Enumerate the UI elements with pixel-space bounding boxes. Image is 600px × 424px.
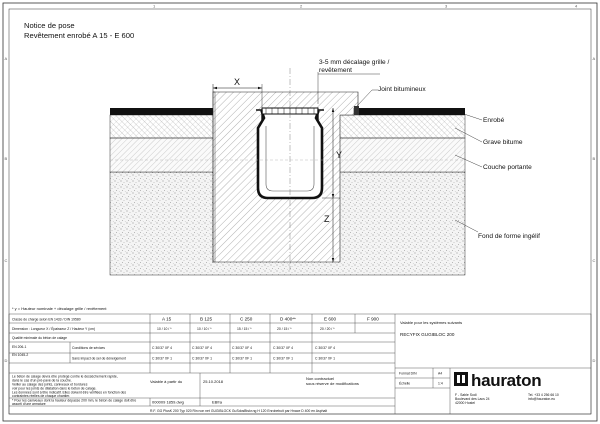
format-label: Format DIN <box>399 371 417 376</box>
nosalt-a15: C 30/37 XF 1 <box>152 356 172 361</box>
nosalt-b125: C 30/37 XF 1 <box>192 356 212 361</box>
class-f900: F 900 <box>367 316 379 322</box>
dim-z-label: Z <box>324 214 330 224</box>
cond-d400: C 30/37 XF 4 <box>273 346 293 350</box>
drawn-by: EBfra <box>212 399 223 405</box>
frame-mark-right-c: C <box>592 258 596 263</box>
class-c250: C 250 <box>240 316 253 322</box>
nosalt-d400: C 30/37 XF 1 <box>273 356 293 361</box>
norm-en206: EN 206-1 <box>12 345 27 349</box>
product-description: R.F. GG PlusK 200 Typ 020 Rin non net GUGIBLOCK GuSdosBtskr.ng H 120 Enrobebuit par Hnace D 400 en Asphalt <box>150 409 328 413</box>
scale-label: Échelle <box>399 381 411 386</box>
note-line-6: contraintes réelles de chaque chantier. <box>12 394 71 398</box>
class-a15: A 15 <box>162 316 172 322</box>
cond-e600: C 30/37 XF 4 <box>315 346 335 350</box>
reference-note-2: assorti d'une armature <box>12 402 46 406</box>
title-line-2: Revêtement enrobé A 15 - E 600 <box>24 31 135 40</box>
frame-mark-top-1: 1 <box>153 3 156 9</box>
drawing-number: 000009 1859.dwg <box>152 399 184 405</box>
label-fond-de-forme: Fond de forme ingélif <box>478 233 540 240</box>
valid-from-label: Valable à partir du <box>150 379 183 384</box>
frame-mark-left-a: A <box>4 56 8 61</box>
cond-c250: C 30/37 XF 4 <box>232 346 252 350</box>
frame-mark-left-d: D <box>4 358 8 363</box>
product-name: RECYFIX GUGIBLOC 200 <box>400 332 455 337</box>
title-line-1: Notice de pose <box>24 21 75 30</box>
row-concrete-label: Qualité minimale du béton de calage <box>12 336 68 340</box>
row-conditions-label: Conditions de sévices <box>72 346 105 350</box>
class-e600: E 600 <box>324 316 337 322</box>
valid-systems-note: Valable pour les systèmes suivants <box>400 320 463 325</box>
company-address-3: 42000 Hostel <box>455 401 475 405</box>
row-load-class-label: Classe de charge selon EN 1433 / DIN 19580 <box>12 317 81 322</box>
company-email: info@hauraton.eu <box>528 397 556 401</box>
note-line-1: Le béton de calage devra être protégé contre le dessèchement rapide, <box>12 374 118 379</box>
class-b125: B 125 <box>200 316 213 322</box>
offset-note-line-1: 3-5 mm décalage grille / <box>319 59 390 66</box>
nosalt-e600: C 30/37 XF 1 <box>315 356 335 361</box>
dim-b125: 10 / 10 / * <box>197 327 212 331</box>
company-address-2: Boulevard des Lacs 24 <box>455 397 490 401</box>
row-nosalt-label: Sans impact de sel de déneigement <box>72 356 126 361</box>
note-line-4: voir pour les joints de dilatation dans le béton de calage. <box>12 386 97 391</box>
dim-e600: 20 / 20 / * <box>320 327 335 331</box>
dim-a15: 10 / 10 / * <box>157 327 172 331</box>
row-dimension-label: Dimension : Longueur X / Épaisseur Z / Hauteur Y (cm) <box>12 327 95 331</box>
valid-from-date: 25.10.2018 <box>203 379 224 384</box>
format-value: A4 <box>438 371 443 376</box>
nonbinding-label-2: sous réserve de modifications <box>306 381 359 386</box>
note-line-3: Veiller au calage des joints, caniveaux et bordures <box>12 382 88 387</box>
company-name: hauraton <box>471 371 542 390</box>
company-phone: Tel. +33 4 256 66 10 <box>528 393 559 397</box>
dim-c250: 15 / 15 / * <box>237 327 252 331</box>
frame-mark-left-c: C <box>4 258 8 263</box>
nosalt-c250: C 30/37 XF 1 <box>232 356 252 361</box>
cond-a15: C 30/37 XF 4 <box>152 346 172 350</box>
scale-value: 1:4 <box>438 381 443 386</box>
label-enrobe: Enrobé <box>483 117 505 124</box>
frame-mark-right-b: B <box>592 156 596 161</box>
frame-mark-top-3: 3 <box>445 3 448 9</box>
label-couche-portante: Couche portante <box>483 164 532 171</box>
dim-d400: 20 / 15 / * <box>277 327 292 331</box>
reference-note: * Pour les caniveaux dont la hauteur dépasse 200 mm, le béton de calage doit être <box>12 398 137 403</box>
dim-y-label: Y <box>336 150 343 160</box>
nonbinding-label: Non contractuel <box>306 376 335 381</box>
bitumen-joint <box>354 106 359 115</box>
company-address-1: F - Sable Sodi <box>455 393 477 397</box>
note-line-5: Les données sont à titre indicatif. Elles doivent être vérifiées en fonction des <box>12 390 127 395</box>
frame-mark-right-a: A <box>592 56 596 61</box>
hauraton-logo <box>454 371 559 405</box>
logo-mark-icon <box>454 372 468 386</box>
table-text <box>12 317 462 414</box>
frame-mark-right-d: D <box>592 358 596 363</box>
footnote: * y = Hauteur nominale + décalage grille / revêtement <box>12 306 107 311</box>
cond-b125: C 30/37 XF 4 <box>192 346 212 350</box>
frame-mark-left-b: B <box>4 156 8 161</box>
norm-en1045: EN 1045-2 <box>12 353 29 357</box>
cross-section <box>110 68 465 275</box>
label-grave-bitume: Grave bitume <box>483 139 523 146</box>
class-d400: D 400** <box>280 316 296 322</box>
note-line-2: dans le cas d'un pré-pavé de la couche. <box>12 378 72 383</box>
label-joint-bitumineux: Joint bitumineux <box>378 86 426 93</box>
frame-mark-top-4: 4 <box>575 3 578 9</box>
offset-note-line-2: revêtement <box>319 67 352 74</box>
frame-mark-top-2: 2 <box>300 3 303 9</box>
dim-x-label: X <box>234 77 241 87</box>
